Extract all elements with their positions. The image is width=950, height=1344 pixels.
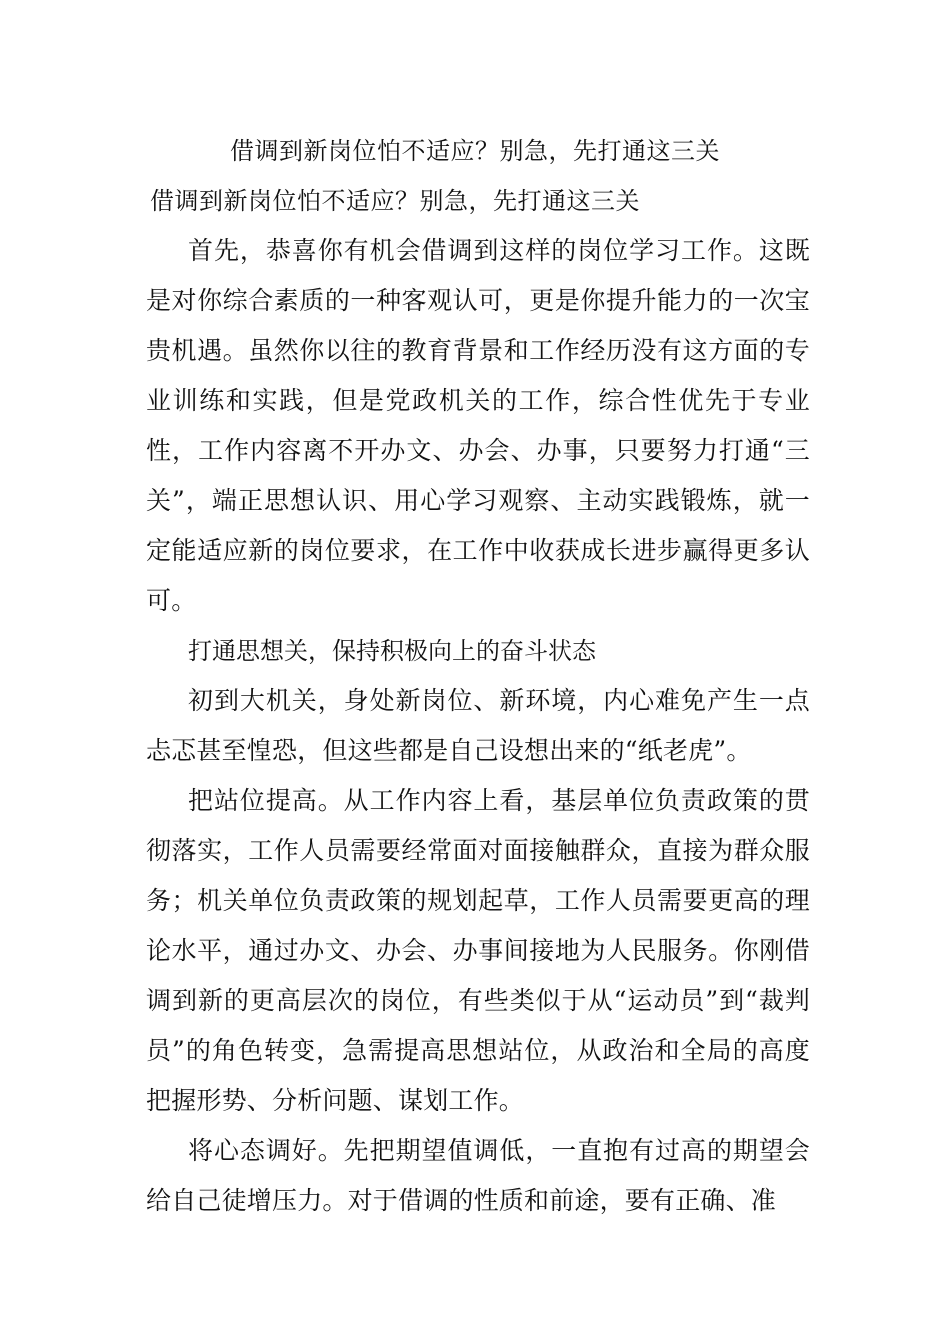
paragraph-new-environment: 初到大机关，身处新岗位、新环境，内心难免产生一点忐忑甚至惶恐，但这些都是自己设想出来的“纸老虎”。	[146, 686, 810, 765]
paragraph-raise-standpoint: 把站位提高。从工作内容上看，基层单位负责政策的贯彻落实，工作人员需要经常面对面接触群众，直接为群众服务；机关单位负责政策的规划起草，工作人员需要更高的理论水平，通过办文、办会、办事间接地为人民服务。你刚借调到新的更高层次的岗位，有些类似于从“运动员”到“裁判员”的角色转变，急需提高思想站位，从政治和全局的高度把握形势、分析问题、谋划工作。	[146, 786, 810, 1115]
paragraph-intro: 首先，恭喜你有机会借调到这样的岗位学习工作。这既是对你综合素质的一种客观认可，更是你提升能力的一次宝贵机遇。虽然你以往的教育背景和工作经历没有这方面的专业训练和实践，但是党政机关的工作，综合性优先于专业性，工作内容离不开办文、办会、办事，只要努力打通“三关”，端正思想认识、用心学习观察、主动实践锻炼，就一定能适应新的岗位要求，在工作中收获成长进步赢得更多认可。	[146, 236, 810, 615]
paragraph-adjust-mindset: 将心态调好。先把期望值调低，一直抱有过高的期望会给自己徒增压力。对于借调的性质和前途，要有正确、准	[146, 1136, 810, 1215]
section-heading-mindset: 打通思想关，保持积极向上的奋斗状态	[188, 637, 596, 665]
document-body	[146, 226, 810, 1226]
document-title: 借调到新岗位怕不适应？别急，先打通这三关	[230, 137, 720, 165]
document-title-repeat: 借调到新岗位怕不适应？别急，先打通这三关	[150, 187, 640, 215]
